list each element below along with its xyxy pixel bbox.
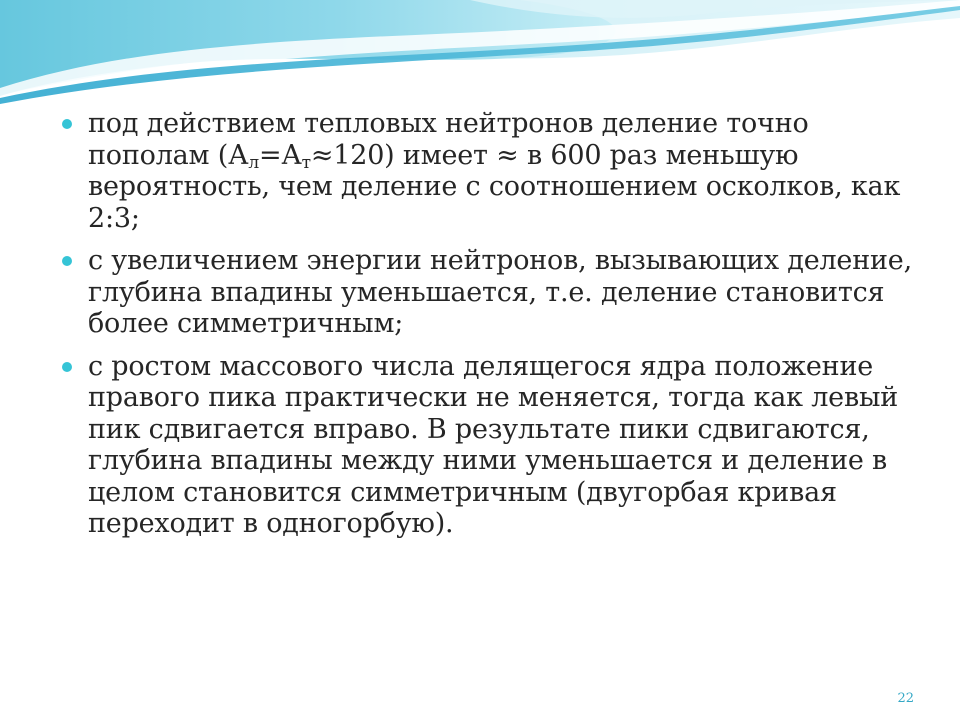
bullet-item-neutron-energy <box>60 245 920 340</box>
bullet-list <box>60 108 920 540</box>
bullet-dot-icon <box>62 256 72 266</box>
bullet-item-mass-number <box>60 351 920 540</box>
bullet-item-thermal-neutrons <box>60 108 920 234</box>
bullet-dot-icon <box>62 362 72 372</box>
bullet-text: с увеличением энергии нейтронов, вызывающих деление, глубина впадины уменьшается, т.е. деление становится более симметричным; <box>88 245 912 339</box>
bullet-text-part: под действием тепловых нейтронов деление точно пополам (А <box>88 108 809 171</box>
bullet-text-part: =А <box>258 139 302 171</box>
content-area <box>60 108 920 551</box>
subscript-l: л <box>248 152 259 173</box>
page-number: 22 <box>897 691 914 706</box>
bullet-text: с ростом массового числа делящегося ядра положение правого пика практически не меняется, тогда как левый пик сдвигается вправо. В результате пики сдвигаются, глубина впадины между ними уменьшается и деление в целом становится симметричным (двугорбая кривая переходит в одногорбую). <box>88 350 899 539</box>
subscript-t: т <box>301 152 311 173</box>
bullet-dot-icon <box>62 119 72 129</box>
bullet-text-part: ≈120) имеет ≈ в 600 раз меньшую вероятность, чем деление с соотношением осколков, как 2:3; <box>88 139 901 234</box>
header-wave-decoration <box>0 0 960 120</box>
